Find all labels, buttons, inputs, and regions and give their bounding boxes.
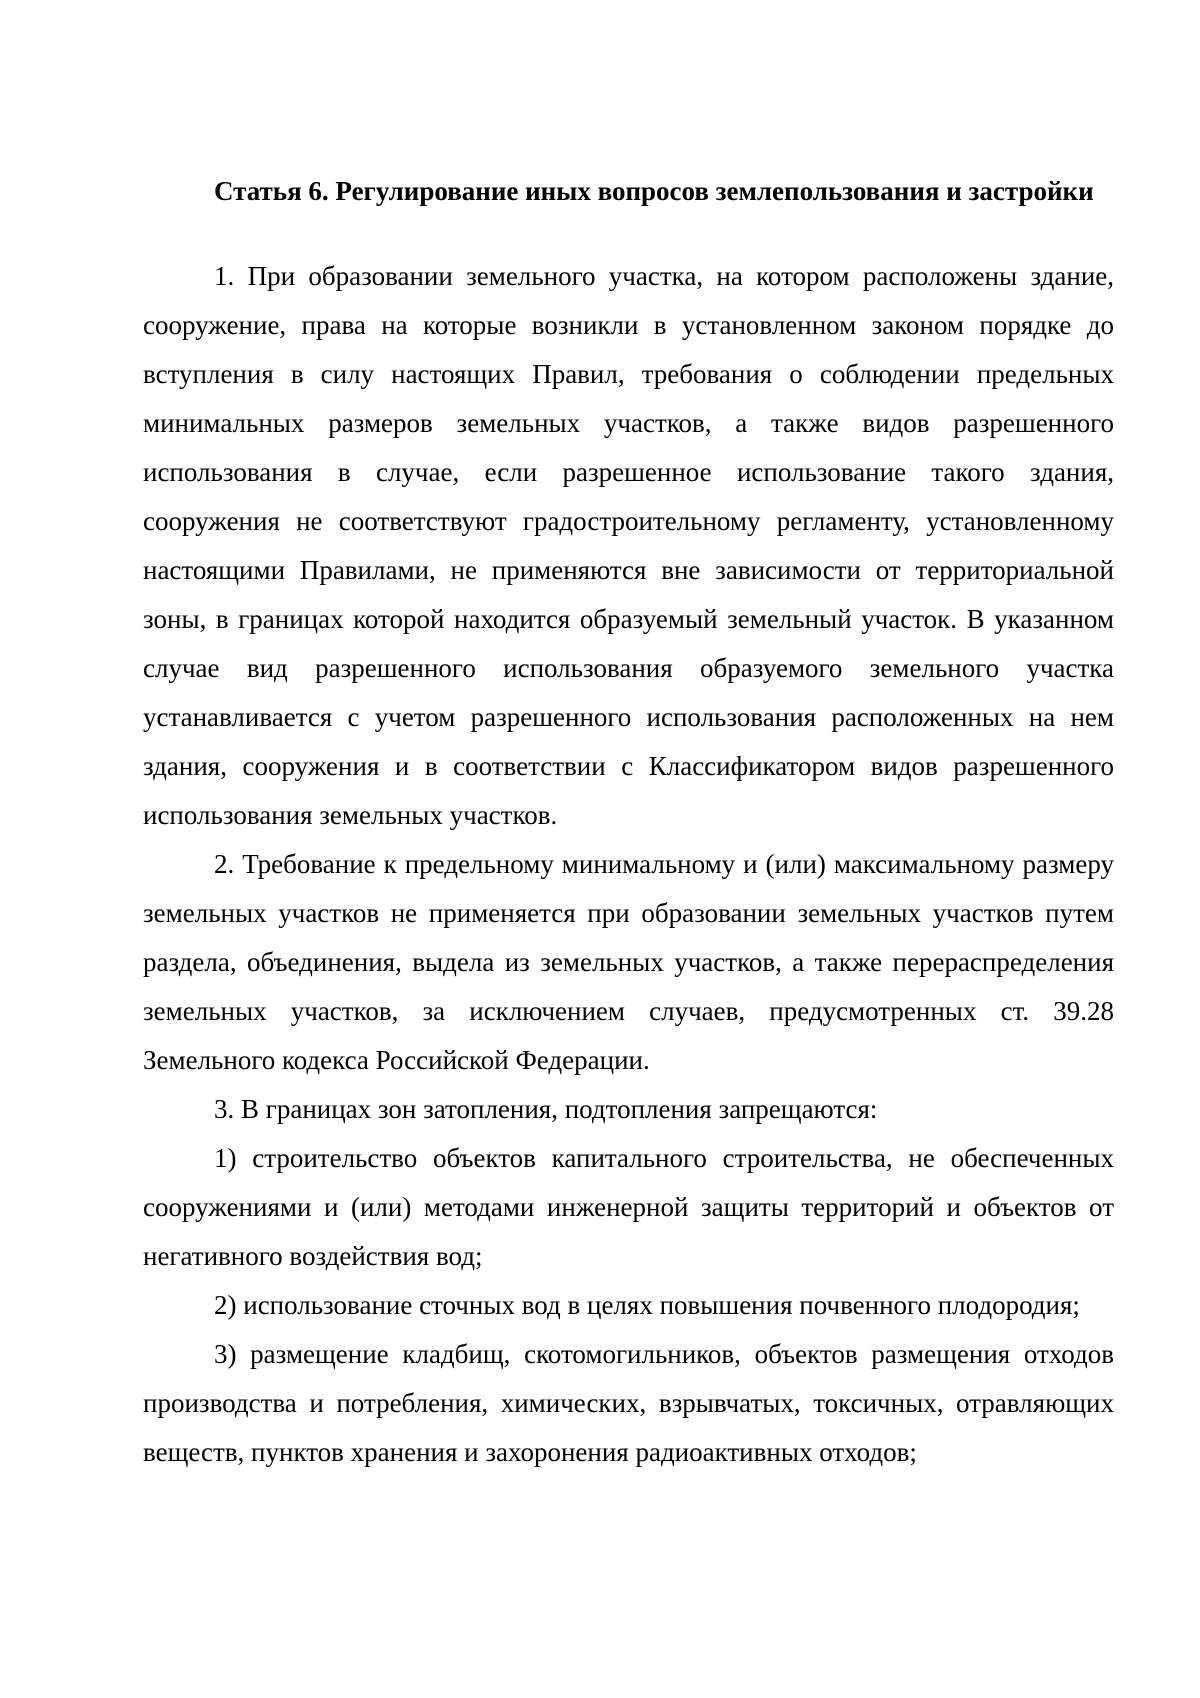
list-item-1: 1) строительство объектов капитального строительства, не обеспеченных сооружениями и (или) методами инженерной защиты территорий и объектов от негативного воздействия вод; bbox=[143, 1143, 1114, 1271]
paragraph-3: 3. В границах зон затопления, подтопления запрещаются: bbox=[214, 1094, 878, 1124]
article-paragraphs bbox=[143, 252, 1114, 1477]
list-item-2: 2) использование сточных вод в целях повышения почвенного плодородия; bbox=[214, 1290, 1080, 1320]
paragraph-1: 1. При образовании земельного участка, на котором расположены здание, сооружение, права на которые возникли в установленном законом порядке до вступления в силу настоящих Правил, требования о соблюдении предельных минимальных размеров земельных участков, а также видов разрешенного использования в случае, если разрешенное использование такого здания, сооружения не соответствуют градостроительному регламенту, установленному настоящими Правилами, не применяются вне зависимости от территориальной зоны, в границах которой находится образуемый земельный участок. В указанном случае вид разрешенного использования образуемого земельного участка устанавливается с учетом разрешенного использования расположенных на нем здания, сооружения и в соответствии с Классификатором видов разрешенного использования земельных участков. bbox=[143, 261, 1114, 830]
list-item-3: 3) размещение кладбищ, скотомогильников, объектов размещения отходов производства и потребления, химических, взрывчатых, токсичных, отравляющих веществ, пунктов хранения и захоронения радиоактивных отходов; bbox=[143, 1339, 1114, 1467]
article-body bbox=[143, 176, 1114, 1477]
paragraph-2: 2. Требование к предельному минимальному и (или) максимальному размеру земельных участков не применяется при образовании земельных участков путем раздела, объединения, выдела из земельных участков, а также перераспределения земельных участков, за исключением случаев, предусмотренных ст. 39.28 Земельного кодекса Российской Федерации. bbox=[143, 849, 1114, 1075]
article-heading: Статья 6. Регулирование иных вопросов землепользования и застройки bbox=[214, 176, 1094, 206]
